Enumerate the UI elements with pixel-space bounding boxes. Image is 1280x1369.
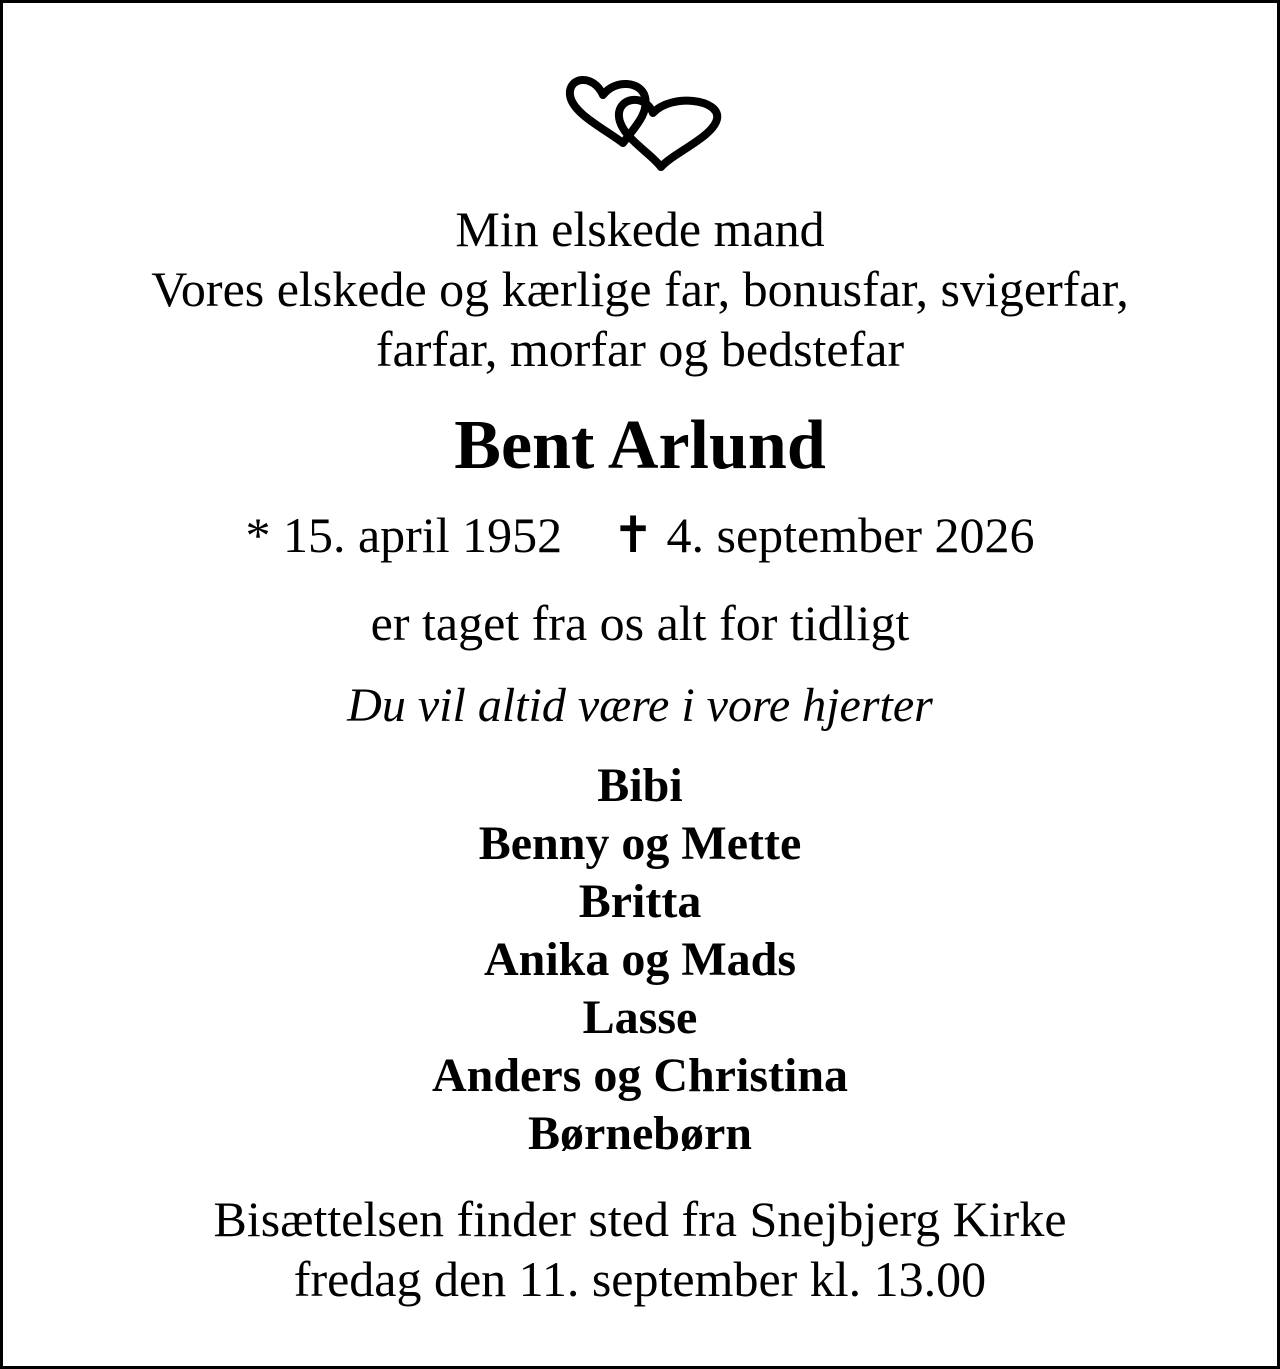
- mourner-name: Lasse: [582, 991, 698, 1044]
- mourner-name: Anders og Christina: [431, 1049, 849, 1102]
- funeral-line: fredag den 11. september kl. 13.00: [293, 1251, 987, 1307]
- deceased-name: Bent Arlund: [454, 407, 826, 484]
- mourner-name: Bibi: [597, 759, 683, 812]
- funeral-line: Bisættelsen finder sted fra Snejbjerg Kirke: [213, 1191, 1067, 1247]
- mourner-name: Benny og Mette: [478, 817, 802, 870]
- mourner-name: Børnebørn: [527, 1107, 752, 1160]
- intro-line: Min elskede mand: [455, 201, 825, 257]
- funeral-info: [3, 1189, 1277, 1309]
- passed-text: er taget fra os alt for tidligt: [370, 595, 910, 651]
- life-dates: [3, 503, 1277, 567]
- motto-text: Du vil altid være i vore hjerter: [347, 679, 933, 732]
- mourner-name: Anika og Mads: [483, 933, 797, 986]
- intro-line: Vores elskede og kærlige far, bonusfar, svigerfar,: [151, 261, 1129, 317]
- birth-date: * 15. april 1952: [245, 507, 563, 563]
- mourner-name: Britta: [578, 875, 702, 928]
- death-date: ✝ 4. september 2026: [612, 507, 1035, 563]
- intro-line: farfar, morfar og bedstefar: [375, 321, 905, 377]
- intro-text: [3, 199, 1277, 379]
- two-hearts-icon: [563, 63, 723, 175]
- mourners-list: [3, 757, 1277, 1163]
